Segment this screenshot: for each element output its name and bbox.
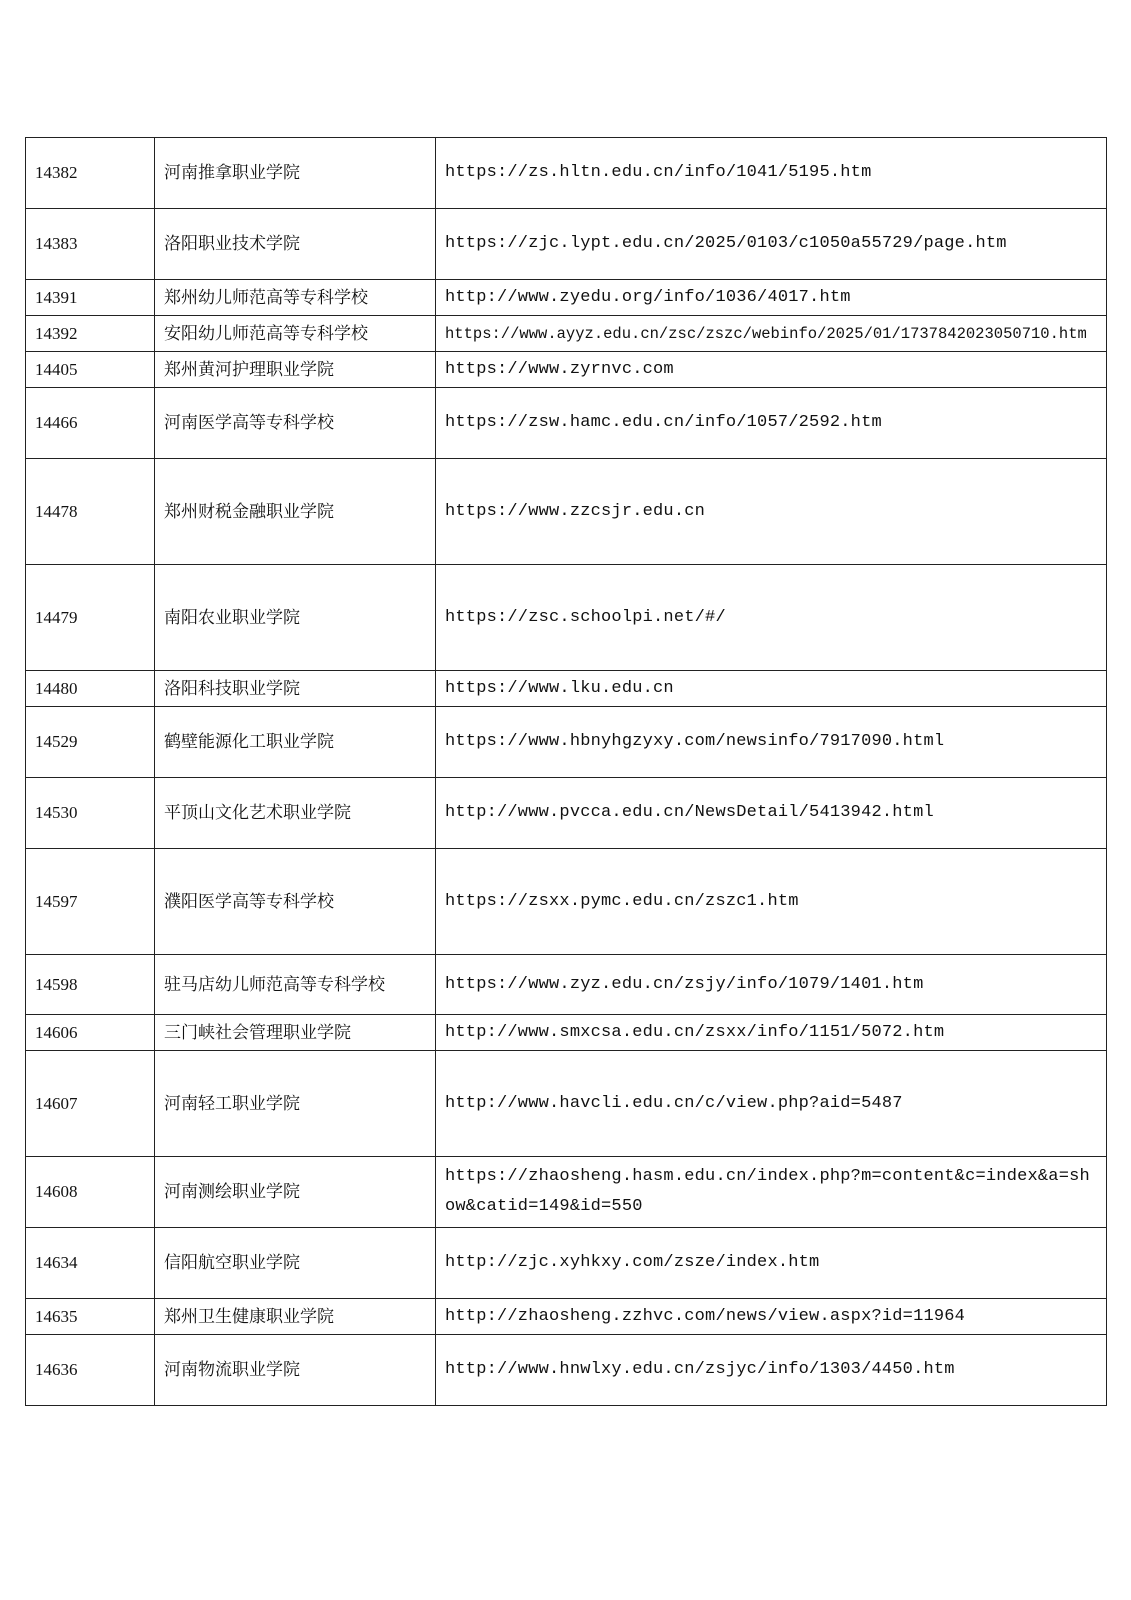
school-name: 河南物流职业学院 xyxy=(155,1335,436,1406)
school-url-link[interactable]: https://zsw.hamc.edu.cn/info/1057/2592.htm xyxy=(436,388,1107,459)
school-code: 14466 xyxy=(26,388,155,459)
school-url-link[interactable]: https://www.zzcsjr.edu.cn xyxy=(436,459,1107,565)
school-name: 安阳幼儿师范高等专科学校 xyxy=(155,316,436,352)
school-code: 14479 xyxy=(26,565,155,671)
school-name: 郑州幼儿师范高等专科学校 xyxy=(155,280,436,316)
school-url-link[interactable]: https://zsxx.pymc.edu.cn/zszc1.htm xyxy=(436,849,1107,955)
school-url-link[interactable]: http://www.pvcca.edu.cn/NewsDetail/5413942.html xyxy=(436,778,1107,849)
school-code: 14405 xyxy=(26,352,155,388)
table-row xyxy=(26,849,1107,955)
table-row xyxy=(26,707,1107,778)
school-url-link[interactable]: http://www.smxcsa.edu.cn/zsxx/info/1151/5072.htm xyxy=(436,1015,1107,1051)
table-row xyxy=(26,778,1107,849)
school-code: 14383 xyxy=(26,209,155,280)
school-name: 郑州卫生健康职业学院 xyxy=(155,1299,436,1335)
school-code: 14607 xyxy=(26,1051,155,1157)
school-code: 14478 xyxy=(26,459,155,565)
school-code: 14636 xyxy=(26,1335,155,1406)
school-url-link[interactable]: https://zjc.lypt.edu.cn/2025/0103/c1050a55729/page.htm xyxy=(436,209,1107,280)
table-row xyxy=(26,209,1107,280)
school-name: 平顶山文化艺术职业学院 xyxy=(155,778,436,849)
school-code: 14597 xyxy=(26,849,155,955)
table-row xyxy=(26,316,1107,352)
school-url-link[interactable]: https://www.lku.edu.cn xyxy=(436,671,1107,707)
school-url-link[interactable]: https://zs.hltn.edu.cn/info/1041/5195.htm xyxy=(436,138,1107,209)
school-name: 郑州财税金融职业学院 xyxy=(155,459,436,565)
school-url-link[interactable]: http://www.zyedu.org/info/1036/4017.htm xyxy=(436,280,1107,316)
table-row xyxy=(26,138,1107,209)
school-code: 14635 xyxy=(26,1299,155,1335)
school-name: 洛阳科技职业学院 xyxy=(155,671,436,707)
school-url-link[interactable]: https://www.zyz.edu.cn/zsjy/info/1079/1401.htm xyxy=(436,955,1107,1015)
school-url-link[interactable]: https://zhaosheng.hasm.edu.cn/index.php?m=content&c=index&a=show&catid=149&id=550 xyxy=(436,1157,1107,1228)
school-name: 郑州黄河护理职业学院 xyxy=(155,352,436,388)
school-code: 14530 xyxy=(26,778,155,849)
school-url-link[interactable]: http://www.hnwlxy.edu.cn/zsjyc/info/1303/4450.htm xyxy=(436,1335,1107,1406)
school-code: 14480 xyxy=(26,671,155,707)
table-row xyxy=(26,671,1107,707)
table-row xyxy=(26,1228,1107,1299)
table-row xyxy=(26,352,1107,388)
school-name: 鹤壁能源化工职业学院 xyxy=(155,707,436,778)
school-url-link[interactable]: https://www.ayyz.edu.cn/zsc/zszc/webinfo/2025/01/1737842023050710.htm xyxy=(436,316,1107,352)
school-name: 河南测绘职业学院 xyxy=(155,1157,436,1228)
school-code: 14598 xyxy=(26,955,155,1015)
table-row xyxy=(26,1051,1107,1157)
school-code: 14529 xyxy=(26,707,155,778)
school-code: 14608 xyxy=(26,1157,155,1228)
school-url-link[interactable]: http://www.havcli.edu.cn/c/view.php?aid=5487 xyxy=(436,1051,1107,1157)
school-name: 濮阳医学高等专科学校 xyxy=(155,849,436,955)
school-code: 14391 xyxy=(26,280,155,316)
school-url-link[interactable]: https://zsc.schoolpi.net/#/ xyxy=(436,565,1107,671)
school-code: 14382 xyxy=(26,138,155,209)
school-name: 南阳农业职业学院 xyxy=(155,565,436,671)
table-row xyxy=(26,1157,1107,1228)
school-url-link[interactable]: https://www.hbnyhgzyxy.com/newsinfo/7917090.html xyxy=(436,707,1107,778)
school-name: 三门峡社会管理职业学院 xyxy=(155,1015,436,1051)
school-name: 河南推拿职业学院 xyxy=(155,138,436,209)
table-row xyxy=(26,565,1107,671)
table-row xyxy=(26,1335,1107,1406)
table-row xyxy=(26,459,1107,565)
school-url-link[interactable]: http://zhaosheng.zzhvc.com/news/view.aspx?id=11964 xyxy=(436,1299,1107,1335)
school-url-link[interactable]: https://www.zyrnvc.com xyxy=(436,352,1107,388)
table-row xyxy=(26,280,1107,316)
table-row xyxy=(26,955,1107,1015)
school-code: 14606 xyxy=(26,1015,155,1051)
school-name: 洛阳职业技术学院 xyxy=(155,209,436,280)
school-code: 14392 xyxy=(26,316,155,352)
table-row xyxy=(26,1299,1107,1335)
school-url-table xyxy=(25,137,1107,1406)
table-row xyxy=(26,1015,1107,1051)
school-name: 信阳航空职业学院 xyxy=(155,1228,436,1299)
school-code: 14634 xyxy=(26,1228,155,1299)
school-url-link[interactable]: http://zjc.xyhkxy.com/zsze/index.htm xyxy=(436,1228,1107,1299)
school-name: 河南轻工职业学院 xyxy=(155,1051,436,1157)
school-name: 驻马店幼儿师范高等专科学校 xyxy=(155,955,436,1015)
table-row xyxy=(26,388,1107,459)
school-name: 河南医学高等专科学校 xyxy=(155,388,436,459)
